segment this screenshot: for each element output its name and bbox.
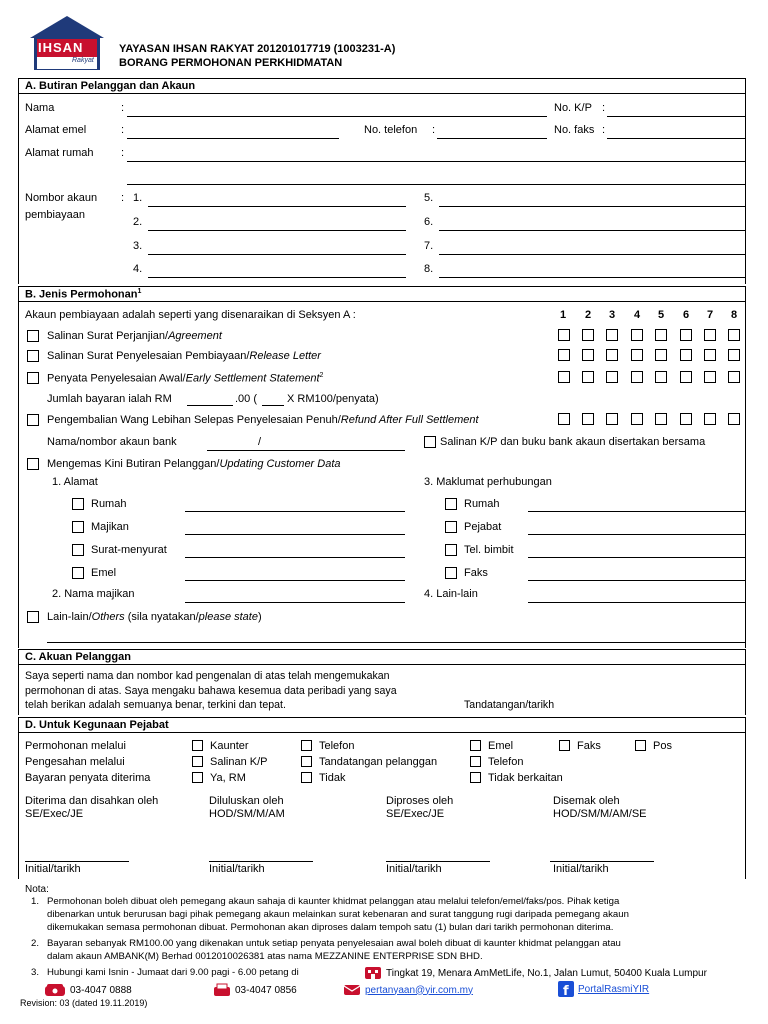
nama-input[interactable] (127, 116, 547, 117)
refund-checkbox[interactable] (27, 414, 39, 426)
akuan-text-3: telah berikan adalah semuanya benar, terkini dan tepat. (25, 699, 286, 711)
agreement-checkbox[interactable] (27, 330, 39, 342)
kaunter-checkbox[interactable] (192, 740, 203, 751)
section-b-header: B. Jenis Permohonan$^1$ (18, 286, 746, 302)
pembiayaan-label: pembiayaan (25, 209, 85, 221)
refund-label: Pengembalian Wang Lebihan Selepas Penyelesaian Penuh/Refund After Full Settlement (47, 414, 479, 426)
nombor-akaun-label: Nombor akaun (25, 192, 98, 204)
intro-text: Akaun pembiayaan adalah seperti yang disenaraikan di Seksyen A : (25, 309, 356, 321)
diterima-label: Diterima dan disahkan oleh (25, 795, 159, 807)
permohonan-melalui-label: Permohonan melalui (25, 740, 126, 752)
nama-majikan-label: 2. Nama majikan (52, 588, 135, 600)
no-telefon-label: No. telefon (364, 124, 418, 136)
diproses-sign-line[interactable] (386, 861, 490, 862)
email-link[interactable]: pertanyaan@yir.com.my (365, 984, 473, 996)
ya-rm-checkbox[interactable] (192, 772, 203, 783)
alamat-emel-label: Alamat emel (25, 124, 87, 136)
tidak-checkbox[interactable] (301, 772, 312, 783)
section-d-header: D. Untuk Kegunaan Pejabat (18, 717, 746, 733)
tel-bimbit-input[interactable] (528, 557, 745, 558)
address-item (364, 966, 707, 980)
fax-text: 03-4047 0856 (235, 984, 297, 996)
disemak-label: Disemak oleh (553, 795, 620, 807)
early-settlement-checkbox[interactable] (27, 372, 39, 384)
email-input[interactable] (127, 138, 339, 139)
bayaran-penyata-label: Bayaran penyata diterima (25, 772, 151, 784)
agreement-label: Salinan Surat Perjanjian/Agreement (47, 330, 222, 342)
update-data-label: Mengemas Kini Butiran Pelanggan/Updating Customer Data (47, 458, 341, 470)
nama-bank-input[interactable] (207, 450, 405, 451)
phone-icon (44, 983, 66, 997)
ihsan-logo (28, 14, 106, 72)
alamat-majikan-input[interactable] (185, 534, 405, 535)
alamat-rumah-update-input[interactable] (185, 511, 405, 512)
tel-pejabat-checkbox[interactable] (445, 521, 457, 533)
fax-icon (213, 983, 231, 997)
signature-date-label: Tandatangan/tarikh (464, 699, 555, 711)
logo-subtext: Rakyat (72, 57, 94, 64)
svg-text:f: f (563, 984, 569, 997)
section-a-header: A. Butiran Pelanggan dan Akaun (18, 78, 746, 94)
jumlah-bayaran-label: Jumlah bayaran ialah RM (47, 393, 172, 405)
akaun-2-input[interactable] (148, 230, 406, 231)
note-1-line-3: dikemukakan semasa permohonan dibuat. Permohonan akan diproses dalam tempoh satu (1) bulan dari tarikh permohonan diterima. (47, 922, 614, 933)
logo-text: IHSAN (38, 40, 84, 55)
lain-lain-input[interactable] (528, 602, 745, 603)
address-text: Tingkat 19, Menara AmMetLife, No.1, Jalan Lumut, 50400 Kuala Lumpur (386, 967, 707, 979)
phone-item (44, 983, 132, 997)
faks-input[interactable] (607, 138, 745, 139)
release-letter-checkbox[interactable] (27, 350, 39, 362)
no-faks-label: No. faks (554, 124, 595, 136)
facebook-item[interactable] (558, 981, 649, 997)
telefon-input[interactable] (437, 138, 547, 139)
org-name: YAYASAN IHSAN RAKYAT 201201017719 (1003231-A) (119, 43, 396, 55)
note-1-line-2: dibenarkan untuk berurusan bagi pihak pemegang akaun melainkan surat kebenaran and surat tanggung rugi daripada pemegang akaun (47, 909, 629, 920)
jumlah-rm-input[interactable] (187, 405, 233, 406)
emel-checkbox[interactable] (470, 740, 481, 751)
telefon-verify-checkbox[interactable] (470, 756, 481, 767)
lain-lain-label: 4. Lain-lain (424, 588, 478, 600)
nokp-label: No. K/P (554, 102, 592, 114)
release-letter-label: Salinan Surat Penyelesaian Pembiayaan/Release Letter (47, 350, 321, 362)
alamat-rumah-input-2[interactable] (127, 184, 745, 185)
nama-bank-label: Nama/nombor akaun bank (47, 436, 177, 448)
others-input[interactable] (47, 642, 745, 643)
disemak-sign-line[interactable] (550, 861, 654, 862)
building-icon (364, 966, 382, 980)
others-label: Lain-lain/Others (sila nyatakan/please state) (47, 611, 262, 623)
fax-item (213, 983, 297, 997)
section-c-header: C. Akuan Pelanggan (18, 649, 746, 665)
diluluskan-sign-line[interactable] (209, 861, 313, 862)
tandatangan-checkbox[interactable] (301, 756, 312, 767)
email-item[interactable] (343, 983, 473, 997)
revision-label: Revision: 03 (dated 19.11.2019) (20, 998, 148, 1008)
surat-menyurat-input[interactable] (185, 557, 405, 558)
salinan-kp-verify-checkbox[interactable] (192, 756, 203, 767)
akuan-text-1: Saya seperti nama dan nombor kad pengenalan di atas telah mengemukakan (25, 670, 390, 682)
akaun-4-input[interactable] (148, 277, 406, 278)
alamat-heading: 1. Alamat (52, 476, 98, 488)
note-3-text: Hubungi kami Isnin - Jumaat dari 9.00 pagi - 6.00 petang di (47, 967, 299, 978)
faks-checkbox[interactable] (559, 740, 570, 751)
section-a-frame (18, 94, 746, 284)
akaun-6-input[interactable] (439, 230, 745, 231)
alamat-rumah-input-1[interactable] (127, 161, 745, 162)
salinan-kp-label: Salinan K/P dan buku bank akaun disertakan bersama (440, 436, 706, 448)
pos-checkbox[interactable] (635, 740, 646, 751)
note-1-line-1: Permohonan boleh dibuat oleh pemegang akaun sahaja di kaunter khidmat pelanggan atau melalui telefon/emel/faks/pos. Pihak ketiga (47, 896, 620, 907)
early-settlement-label: Penyata Penyelesaian Awal/Early Settlement Statement$^2$ (47, 372, 324, 385)
envelope-icon (343, 983, 361, 997)
others-checkbox[interactable] (27, 611, 39, 623)
diterima-sign-line[interactable] (25, 861, 129, 862)
tidak-berkaitan-checkbox[interactable] (470, 772, 481, 783)
salinan-kp-checkbox[interactable] (424, 436, 436, 448)
maklumat-heading: 3. Maklumat perhubungan (424, 476, 552, 488)
facebook-link[interactable]: PortalRasmiYIR (578, 983, 650, 995)
update-data-checkbox[interactable] (27, 458, 39, 470)
note-2-line-1: Bayaran sebanyak RM100.00 yang dikenakan untuk setiap penyata penyelesaian awal boleh dibuat di kaunter khidmat pelanggan atau (47, 938, 621, 949)
akaun-1-input[interactable] (148, 206, 406, 207)
faks-update-checkbox[interactable] (445, 567, 457, 579)
note-2-line-2: dalam akaun AMBANK(M) Berhad 0012010026381 atas nama MEZZANINE ENTERPRISE SDN BHD. (47, 951, 483, 962)
tel-bimbit-checkbox[interactable] (445, 544, 457, 556)
pengesahan-melalui-label: Pengesahan melalui (25, 756, 125, 768)
alamat-rumah-label: Alamat rumah (25, 147, 94, 159)
telefon-checkbox[interactable] (301, 740, 312, 751)
tel-pejabat-input[interactable] (528, 534, 745, 535)
phone-text: 03-4047 0888 (70, 984, 132, 996)
facebook-icon (558, 981, 574, 997)
alamat-emel-checkbox[interactable] (72, 567, 84, 579)
alamat-rumah-checkbox[interactable] (72, 498, 84, 510)
akaun-3-input[interactable] (148, 254, 406, 255)
alamat-emel-update-input[interactable] (185, 580, 405, 581)
akaun-5-input[interactable] (439, 206, 745, 207)
jumlah-penyata-input[interactable] (262, 405, 284, 406)
nama-label: Nama (25, 102, 55, 114)
diluluskan-label: Diluluskan oleh (209, 795, 284, 807)
faks-update-input[interactable] (528, 580, 745, 581)
nokp-input[interactable] (607, 116, 745, 117)
nama-majikan-input[interactable] (185, 602, 405, 603)
diproses-label: Diproses oleh (386, 795, 454, 807)
tel-rumah-input[interactable] (528, 511, 745, 512)
akuan-text-2: permohonan di atas. Saya mengaku bahawa kesemua data peribadi yang saya (25, 685, 397, 697)
tel-rumah-checkbox[interactable] (445, 498, 457, 510)
akaun-8-input[interactable] (439, 277, 745, 278)
notes-title: Nota: (25, 884, 49, 895)
akaun-7-input[interactable] (439, 254, 745, 255)
alamat-majikan-checkbox[interactable] (72, 521, 84, 533)
form-title: BORANG PERMOHONAN PERKHIDMATAN (119, 57, 343, 69)
surat-menyurat-checkbox[interactable] (72, 544, 84, 556)
